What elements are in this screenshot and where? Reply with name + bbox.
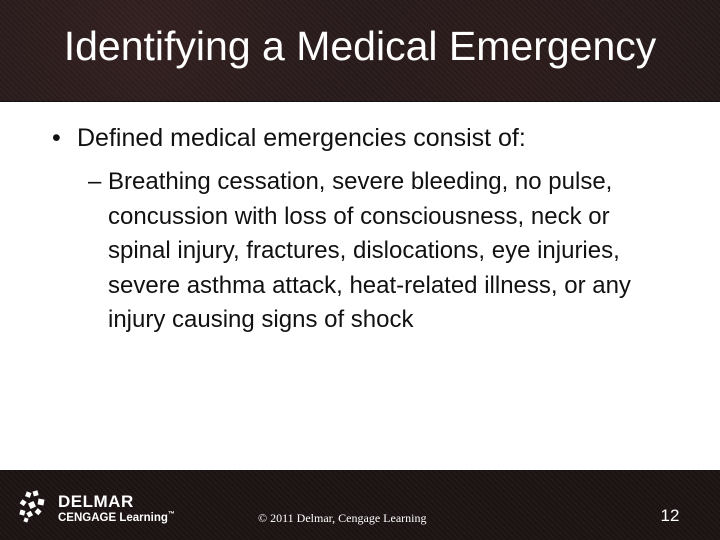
logo-sub-text: CENGAGE Learning™	[58, 511, 175, 524]
publisher-logo	[18, 490, 198, 530]
delmar-logo-icon	[18, 490, 52, 524]
copyright-notice: © 2011 Delmar, Cengage Learning	[258, 511, 427, 525]
footer-bar	[0, 470, 720, 540]
bullet-marker: •	[52, 124, 61, 152]
trademark-mark: ™	[167, 511, 175, 518]
slide-title: Identifying a Medical Emergency	[63, 23, 657, 69]
sub-bullet-text: Breathing cessation, severe bleeding, no pulse, concussion with loss of consciousness, neck or spinal injury, fractures, dislocations, eye injuries, severe asthma attack, heat-related illness, or any injury causing signs of shock	[108, 168, 631, 333]
logo-brand-text: DELMAR	[58, 492, 134, 511]
bullet-text: Defined medical emergencies consist of:	[77, 124, 526, 152]
title-bar	[0, 0, 720, 102]
slide-content	[0, 101, 720, 470]
sub-bullet-marker: –	[88, 168, 102, 195]
page-number: 12	[660, 506, 680, 525]
bullet-level-2	[88, 165, 668, 338]
